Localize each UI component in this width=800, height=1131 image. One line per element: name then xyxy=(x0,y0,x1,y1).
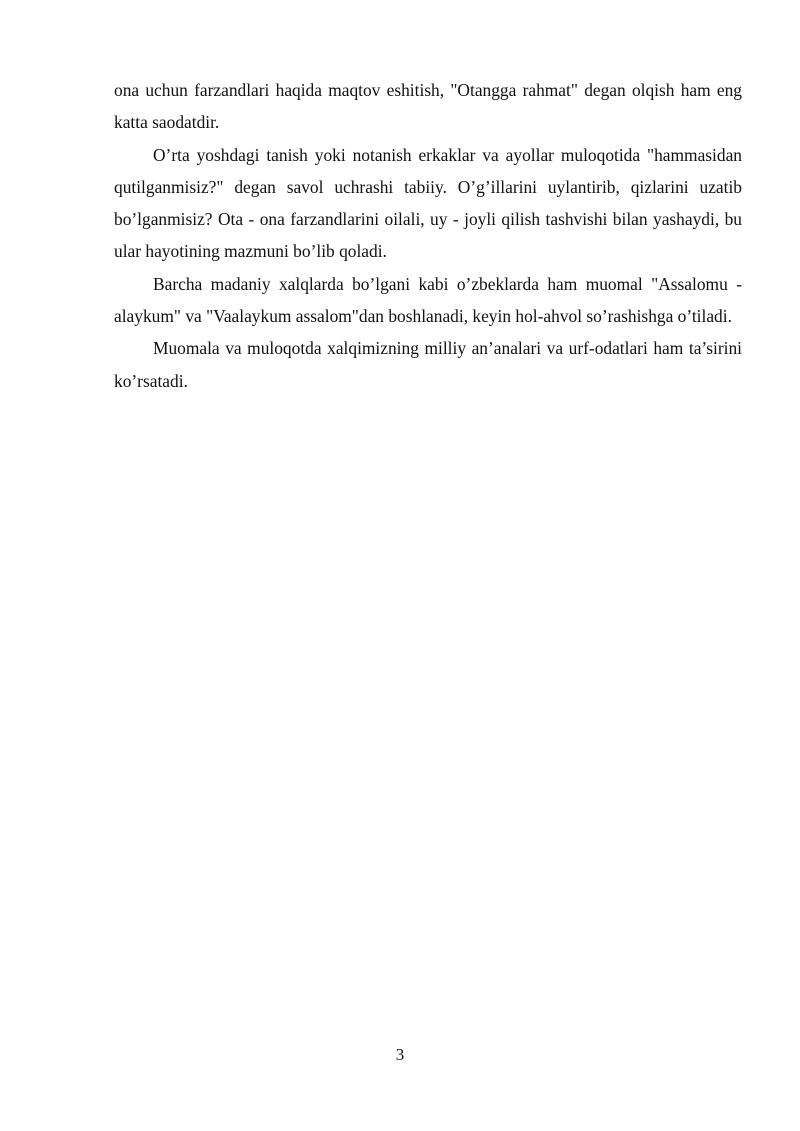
paragraph-continuation: ona uchun farzandlari haqida maqtov eshitish, "Otangga rahmat" degan olqish ham eng katta saodatdir. xyxy=(114,80,742,133)
paragraph: Muomala va muloqotda xalqimizning milliy an’analari va urf-odatlari ham ta’sirini ko’rsatadi. xyxy=(114,338,742,391)
paragraph: Barcha madaniy xalqlarda bo’lgani kabi o’zbeklarda ham muomal "Assalomu - alaykum" va "Vaalaykum assalom"dan boshlanadi, keyin hol-ahvol so’rashishga o’tiladi. xyxy=(114,273,742,327)
paragraph: O’rta yoshdagi tanish yoki notanish erkaklar va ayollar muloqotida "hammasidan qutilganmisiz?" degan savol uchrashi tabiiy. O’g’illarini uylantirib, qizlarini uzatib bo’lganmisiz? Ota - ona farzandlarini oilali, uy - joyli qilish tashvishi bilan yashaydi, bu ular hayotining mazmuni bo’lib qoladi. xyxy=(114,144,742,262)
page-number: 3 xyxy=(395,1045,405,1064)
body-text xyxy=(114,74,742,397)
